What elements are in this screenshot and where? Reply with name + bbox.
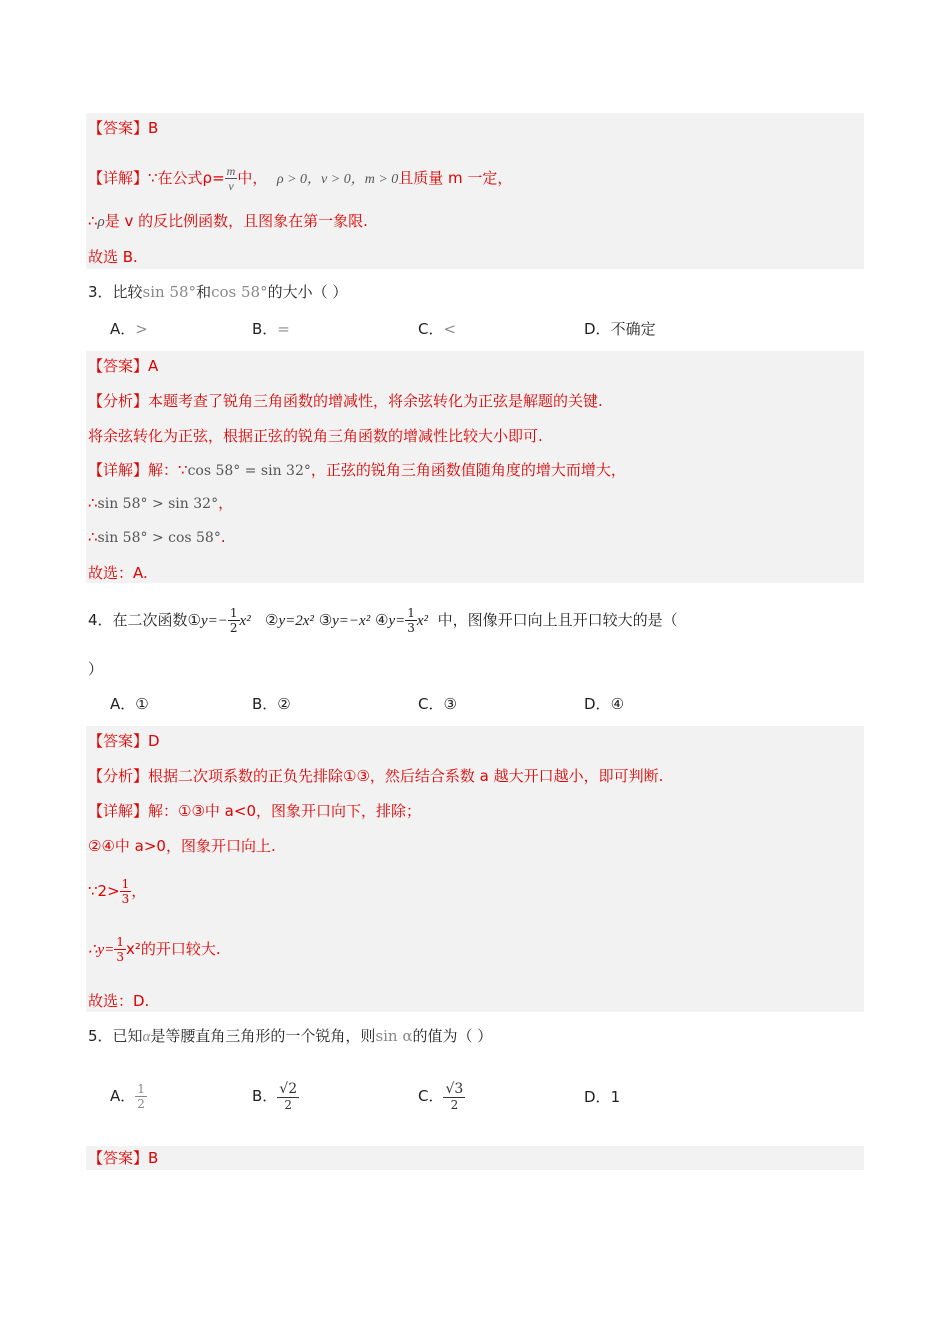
q3-answer: 【答案】A bbox=[88, 357, 159, 375]
q3-choice-d[interactable]: D．不确定 bbox=[584, 320, 656, 338]
q2-detail-pre: ∵在公式ρ= bbox=[148, 169, 225, 187]
q4-stem: 4．在二次函数①y=− $\frac{1}{2}$ x² ②y=2x² ③y=−x² ④y= $\frac{1}{3}$ x² 中，图像开口向上且开口较大的是（ bbox=[88, 606, 678, 635]
q4-line4: ∴y= $\frac{1}{3}$ x²的开口较大. bbox=[88, 935, 221, 964]
q4-analysis: 【分析】根据二次项系数的正负先排除①③，然后结合系数 a 越大开口越小，即可判断. bbox=[88, 767, 664, 785]
q3-choose: 故选：A. bbox=[88, 564, 148, 582]
q2-choose: 故选 B. bbox=[88, 248, 138, 266]
q2-fraction: $\frac{m}{v}$ bbox=[226, 164, 236, 193]
q3-analysis: 【分析】本题考查了锐角三角函数的增减性，将余弦转化为正弦是解题的关键. bbox=[88, 392, 603, 410]
q4-choice-c[interactable]: C．③ bbox=[418, 695, 457, 713]
q2-detail bbox=[88, 165, 512, 192]
rho-symbol: ρ bbox=[97, 214, 105, 230]
q2-detail-label: 【详解】 bbox=[88, 169, 149, 187]
q4-line3: ∵2> $\frac{1}{3}$ ， bbox=[88, 877, 147, 906]
q5-solution-block bbox=[86, 1146, 864, 1170]
q3-cos58: cos 58° bbox=[211, 283, 268, 301]
q4-answer: 【答案】D bbox=[88, 732, 160, 750]
q3-sin58: sin 58° bbox=[142, 283, 197, 301]
q5-choice-b[interactable]: B． $\frac{√2}{2}$ bbox=[252, 1081, 298, 1112]
q2-detail-mid: 中， bbox=[237, 169, 268, 187]
q5-choice-d[interactable]: D．1 bbox=[584, 1088, 621, 1106]
q3-detail: 【详解】解：∵cos 58° = sin 32°，正弦的锐角三角函数值随角度的增大而增大， bbox=[88, 461, 626, 479]
q4-detail: 【详解】解：①③中 a<0，图象开口向下，排除； bbox=[88, 802, 421, 820]
q4-f4-fraction: $\frac{1}{3}$ bbox=[407, 606, 415, 635]
q3-choice-b[interactable]: B．= bbox=[252, 320, 290, 338]
q3-choice-a[interactable]: A．> bbox=[110, 320, 148, 338]
q2-detail-post: 且质量 m 一定， bbox=[398, 169, 513, 187]
q3-step1: ∴sin 58° > sin 32°， bbox=[88, 494, 234, 512]
q5-answer: 【答案】B bbox=[88, 1149, 159, 1167]
q4-choice-d[interactable]: D．④ bbox=[584, 695, 625, 713]
q3-choice-c[interactable]: C．< bbox=[418, 320, 457, 338]
q4-solution-block bbox=[86, 726, 864, 1012]
q4-f1-fraction: $\frac{1}{2}$ bbox=[229, 606, 238, 635]
alpha-symbol: α bbox=[142, 1029, 151, 1045]
q5-choice-c[interactable]: C． $\frac{√3}{2}$ bbox=[418, 1081, 464, 1112]
q3-analysis-2: 将余弦转化为正弦，根据正弦的锐角三角函数的增减性比较大小即可. bbox=[88, 427, 543, 445]
q4-choice-a[interactable]: A．① bbox=[110, 695, 149, 713]
q3-step2: ∴sin 58° > cos 58°. bbox=[88, 528, 226, 546]
q5-stem: 5．已知α是等腰直角三角形的一个锐角，则sin α的值为（ ） bbox=[88, 1027, 493, 1045]
q4-stem-close: ） bbox=[88, 660, 104, 678]
q4-choose: 故选：D. bbox=[88, 992, 150, 1010]
q2-answer: 【答案】B bbox=[88, 119, 159, 137]
q2-detail-math: ρ > 0，v > 0，m > 0 bbox=[276, 172, 399, 187]
q5-choice-a[interactable]: A． $\frac{1}{2}$ bbox=[110, 1082, 145, 1111]
q2-solution-block bbox=[86, 113, 864, 269]
q3-stem: 3．比较sin 58°和cos 58°的大小（ ） bbox=[88, 283, 348, 301]
q3-solution-block bbox=[86, 351, 864, 583]
q4-choice-b[interactable]: B．② bbox=[252, 695, 291, 713]
q4-line2: ②④中 a>0，图象开口向上. bbox=[88, 837, 276, 855]
q2-therefore: ∴ρ是 v 的反比例函数，且图象在第一象限. bbox=[88, 212, 368, 230]
